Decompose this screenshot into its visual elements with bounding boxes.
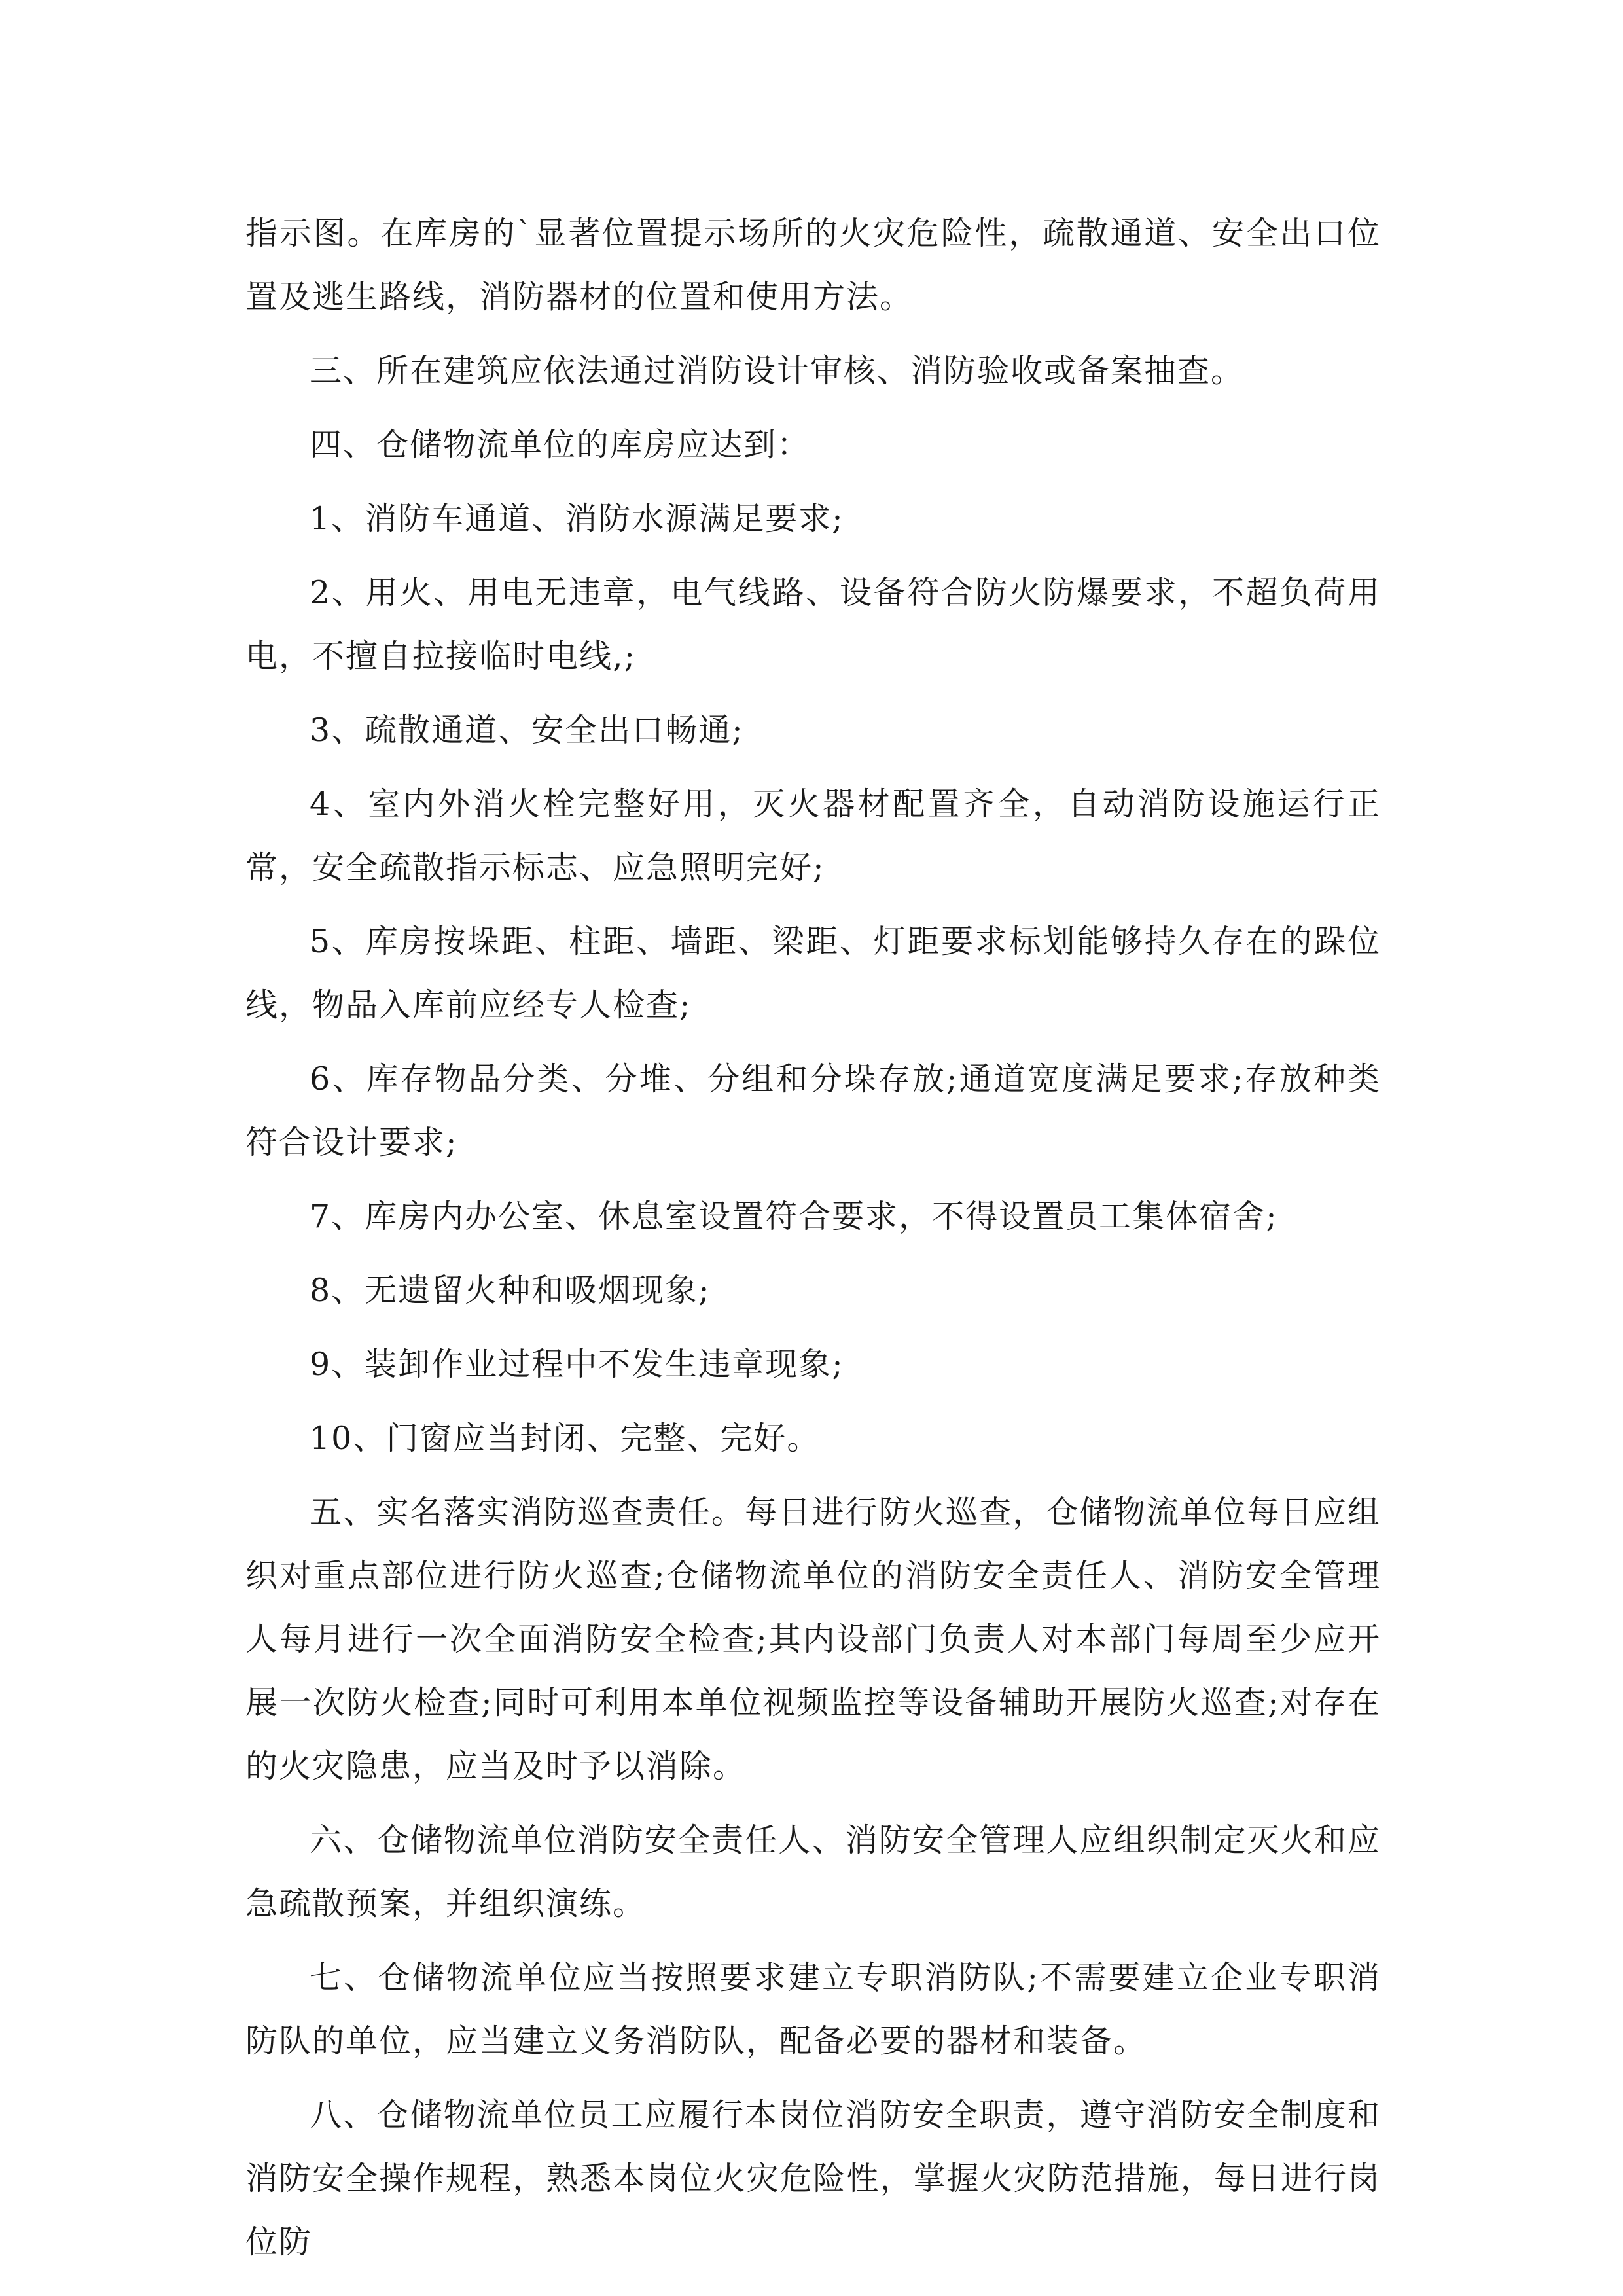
- list-item-8: 8、无遗留火种和吸烟现象;: [310, 1272, 711, 1309]
- list-item-1: 1、消防车通道、消防水源满足要求;: [310, 500, 844, 537]
- list-item-9: 9、装卸作业过程中不发生违章现象;: [310, 1346, 844, 1383]
- list-item-6: 6、库存物品分类、分堆、分组和分垛存放;通道宽度满足要求;存放种类符合设计要求;: [245, 1060, 1381, 1161]
- list-item-3: 3、疏散通道、安全出口畅通;: [310, 711, 744, 749]
- list-item-4: 4、室内外消火栓完整好用，灭火器材配置齐全，自动消防设施运行正常，安全疏散指示标志、应急照明完好;: [245, 785, 1381, 886]
- paragraph-2: 三、所在建筑应依法通过消防设计审核、消防验收或备案抽查。: [310, 352, 1245, 389]
- paragraph-6: 六、仓储物流单位消防安全责任人、消防安全管理人应组织制定灭火和应急疏散预案，并组织演练。: [245, 1821, 1381, 1922]
- list-item-5: 5、库房按垛距、柱距、墙距、梁距、灯距要求标划能够持久存在的跺位线，物品入库前应经专人检查;: [245, 923, 1381, 1024]
- list-item-7: 7、库房内办公室、休息室设置符合要求，不得设置员工集体宿舍;: [310, 1198, 1278, 1235]
- paragraph-5: 五、实名落实消防巡查责任。每日进行防火巡查，仓储物流单位每日应组织对重点部位进行防火巡查;仓储物流单位的消防安全责任人、消防安全管理人每月进行一次全面消防安全检查;其内设部门负责人对本部门每周至少应开展一次防火检查;同时可利用本单位视频监控等设备辅助开展防火巡查;对存在的火灾隐患，应当及时予以消除。: [245, 1494, 1381, 1785]
- list-item-10: 10、门窗应当封闭、完整、完好。: [310, 1420, 821, 1457]
- paragraph-7: 七、仓储物流单位应当按照要求建立专职消防队;不需要建立企业专职消防队的单位，应当建立义务消防队，配备必要的器材和装备。: [245, 1959, 1381, 2060]
- paragraph-1: 指示图。在库房的`显著位置提示场所的火灾危险性，疏散通道、安全出口位置及逃生路线，消防器材的位置和使用方法。: [245, 215, 1381, 315]
- paragraph-3: 四、仓储物流单位的库房应达到：: [310, 426, 811, 463]
- list-item-2: 2、用火、用电无违章，电气线路、设备符合防火防爆要求，不超负荷用电，不擅自拉接临时电线,;: [245, 574, 1381, 675]
- document-body: [245, 202, 1381, 2284]
- paragraph-8: 八、仓储物流单位员工应履行本岗位消防安全职责，遵守消防安全制度和消防安全操作规程，熟悉本岗位火灾危险性，掌握火灾防范措施，每日进行岗位防: [245, 2096, 1381, 2261]
